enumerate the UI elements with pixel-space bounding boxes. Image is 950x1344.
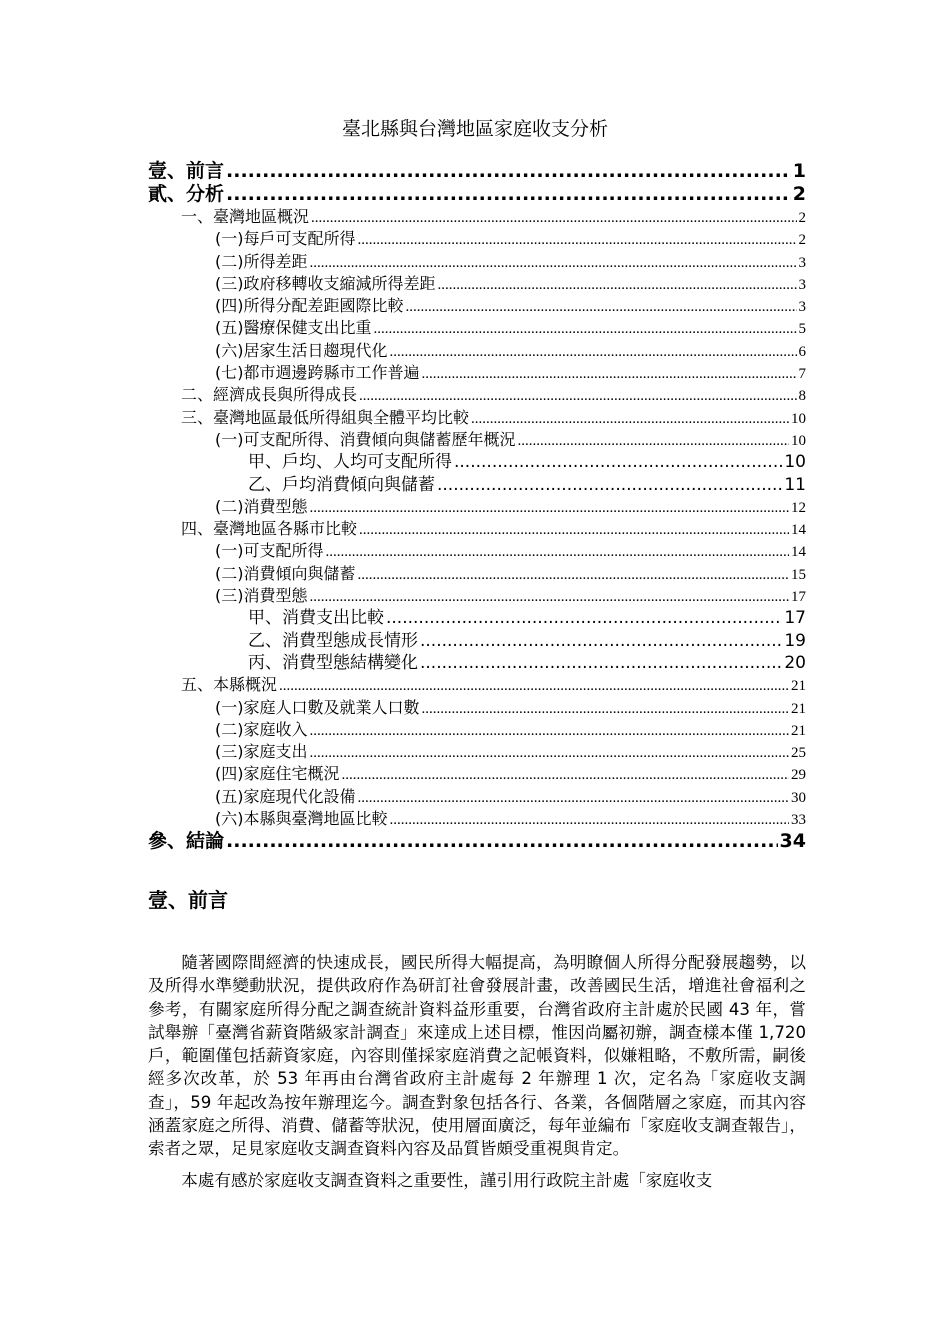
toc-dot-leader <box>358 787 790 809</box>
toc-entry-label: (一)可支配所得 <box>215 541 324 561</box>
toc-entry-label: 四、臺灣地區各縣市比較 <box>181 519 358 539</box>
toc-entry[interactable] <box>148 585 806 607</box>
toc-entry[interactable] <box>148 160 806 183</box>
toc-entry-label: (四)所得分配差距國際比較 <box>215 296 404 316</box>
toc-page-number: 25 <box>791 745 806 762</box>
toc-page-number: 12 <box>791 499 806 516</box>
toc-dot-leader <box>437 474 782 496</box>
toc-entry-label: 一、臺灣地區概況 <box>181 207 310 226</box>
toc-entry[interactable] <box>148 786 806 808</box>
toc-page-number: 34 <box>779 830 806 853</box>
toc-page-number: 29 <box>791 767 806 784</box>
toc-page-number: 5 <box>798 321 806 338</box>
toc-entry[interactable] <box>148 830 806 853</box>
toc-entry[interactable] <box>148 317 806 339</box>
toc-entry[interactable] <box>148 540 806 562</box>
toc-entry-label: (一)家庭人口數及就業人口數 <box>215 697 420 717</box>
toc-entry-label: (二)消費傾向與儲蓄 <box>215 563 356 583</box>
toc-page-number: 6 <box>798 343 806 360</box>
toc-entry-label: (三)消費型態 <box>215 586 308 606</box>
toc-entry[interactable] <box>148 496 806 518</box>
toc-entry-label: 丙、消費型態結構變化 <box>248 652 418 673</box>
toc-dot-leader <box>406 296 797 318</box>
toc-entry-label: (四)家庭住宅概況 <box>215 764 340 784</box>
toc-entry[interactable] <box>148 362 806 384</box>
toc-entry[interactable] <box>148 630 806 652</box>
toc-entry-label: 貳、分析 <box>148 183 225 205</box>
toc-page-number: 7 <box>798 366 806 383</box>
body-paragraph: 隨著國際間經濟的快速成長，國民所得大幅提高，為明瞭個人所得分配發展趨勢，以及所得水準變動狀況，提供政府作為研訂社會發展計畫，改善國民生活，增進社會福利之參考，有關家庭所得分配之調查統計資料益形重要，台灣省政府主計處於民國 43 年，嘗試舉辦「臺灣省薪資階級家計調查」來達成上述目標，惟因尚屬初辦，調查樣本僅 1,720 戶，範圍僅包括薪資家庭，內容則僅採家庭消費之記帳資料，似嫌粗略，不敷所需，嗣後經多次改革，於 53 年再由台灣省政府主計處每 2 年辦理 1 次，定名為「家庭收支調查」，59 年起改為按年辦理迄今。調查對象包括各行、各業，各個階層之家庭，而其內容涵蓋家庭之所得、消費、儲蓄等狀況，使用層面廣泛，每年並編布「家庭收支調查報告」，索者之眾，足見家庭收支調查資料內容及品質皆頗受重視與肯定。 <box>148 953 806 1159</box>
toc-entry-label: 乙、戶均消費傾向與儲蓄 <box>248 474 435 495</box>
toc-entry-label: (六)居家生活日趨現代化 <box>215 340 388 360</box>
toc-page-number: 1 <box>792 160 806 182</box>
toc-dot-leader <box>358 564 790 586</box>
toc-entry-label: 甲、消費支出比較 <box>248 608 384 629</box>
toc-page-number: 33 <box>791 812 806 829</box>
toc-page-number: 3 <box>798 276 806 293</box>
toc-entry[interactable] <box>148 429 806 451</box>
toc-dot-leader <box>390 809 790 831</box>
toc-dot-leader <box>310 742 790 764</box>
toc-dot-leader <box>310 497 790 519</box>
toc-page-number: 2 <box>798 232 806 249</box>
toc-page-number: 21 <box>791 678 806 695</box>
toc-dot-leader <box>226 160 791 183</box>
toc-entry-label: (七)都市週邊跨縣市工作普遍 <box>215 363 420 383</box>
toc-dot-leader <box>226 830 778 853</box>
toc-entry-label: (一)每戶可支配所得 <box>215 229 356 249</box>
toc-entry-label: (三)家庭支出 <box>215 742 308 762</box>
toc-page-number: 15 <box>791 566 806 583</box>
toc-page-number: 14 <box>791 522 806 539</box>
toc-entry-label: (六)本縣與臺灣地區比較 <box>215 809 388 829</box>
toc-entry-label: 參、結論 <box>148 830 225 853</box>
toc-dot-leader <box>438 274 797 296</box>
toc-page-number: 8 <box>798 388 806 405</box>
toc-entry[interactable] <box>148 340 806 362</box>
toc-entry[interactable] <box>148 183 806 206</box>
toc-dot-leader <box>342 764 790 786</box>
table-of-contents <box>148 160 806 853</box>
toc-page-number: 10 <box>784 452 806 473</box>
toc-entry[interactable] <box>148 518 806 540</box>
toc-entry[interactable] <box>148 563 806 585</box>
toc-entry[interactable] <box>148 697 806 719</box>
toc-dot-leader <box>311 207 796 229</box>
toc-dot-leader <box>359 385 796 407</box>
toc-dot-leader <box>422 698 790 720</box>
toc-entry-label: (五)醫療保健支出比重 <box>215 318 372 338</box>
toc-dot-leader <box>310 252 797 274</box>
toc-dot-leader <box>518 430 790 452</box>
toc-dot-leader <box>226 183 791 206</box>
toc-entry-label: 壹、前言 <box>148 160 225 182</box>
toc-entry-label: (二)所得差距 <box>215 251 308 271</box>
toc-entry[interactable] <box>148 607 806 629</box>
body-paragraph: 本處有感於家庭收支調查資料之重要性，謹引用行政院主計處「家庭收支 <box>181 1170 713 1190</box>
toc-entry[interactable] <box>148 652 806 674</box>
section-heading: 壹、前言 <box>148 888 228 912</box>
toc-entry[interactable] <box>148 384 806 406</box>
toc-dot-leader <box>310 586 790 608</box>
toc-entry-label: 五、本縣概況 <box>181 675 278 695</box>
toc-dot-leader <box>326 541 790 563</box>
toc-page-number: 10 <box>791 410 806 427</box>
toc-page-number: 19 <box>784 630 806 651</box>
toc-entry[interactable] <box>148 206 806 228</box>
toc-page-number: 2 <box>792 183 806 205</box>
toc-entry[interactable] <box>148 719 806 741</box>
toc-entry-label: (二)消費型態 <box>215 496 308 516</box>
toc-dot-leader <box>359 519 789 541</box>
toc-page-number: 17 <box>784 608 806 629</box>
toc-entry[interactable] <box>148 674 806 696</box>
toc-dot-leader <box>422 363 797 385</box>
toc-entry[interactable] <box>148 474 806 496</box>
toc-entry-label: (五)家庭現代化設備 <box>215 786 356 806</box>
toc-page-number: 30 <box>791 789 806 806</box>
toc-dot-leader <box>310 720 790 742</box>
document-title: 臺北縣與台灣地區家庭收支分析 <box>341 118 608 140</box>
toc-dot-leader <box>390 341 797 363</box>
toc-dot-leader <box>386 607 782 629</box>
toc-entry[interactable] <box>148 808 806 830</box>
toc-entry[interactable] <box>148 228 806 250</box>
toc-page-number: 2 <box>798 210 806 226</box>
toc-dot-leader <box>420 652 782 674</box>
toc-entry[interactable] <box>148 451 806 473</box>
toc-dot-leader <box>420 630 782 652</box>
toc-entry-label: 三、臺灣地區最低所得組與全體平均比較 <box>181 407 470 427</box>
toc-page-number: 17 <box>791 589 806 606</box>
toc-dot-leader <box>374 318 797 340</box>
toc-entry[interactable] <box>148 741 806 763</box>
toc-page-number: 20 <box>784 652 806 673</box>
toc-entry[interactable] <box>148 407 806 429</box>
toc-page-number: 21 <box>791 700 806 717</box>
toc-entry-label: (二)家庭收入 <box>215 719 308 739</box>
toc-page-number: 21 <box>791 722 806 739</box>
toc-page-number: 11 <box>784 474 806 495</box>
toc-page-number: 3 <box>798 299 806 316</box>
toc-entry[interactable] <box>148 251 806 273</box>
toc-dot-leader <box>279 675 789 697</box>
toc-entry[interactable] <box>148 763 806 785</box>
toc-entry-label: 甲、戶均、人均可支配所得 <box>248 452 452 473</box>
toc-dot-leader <box>358 229 797 251</box>
toc-page-number: 10 <box>791 432 806 449</box>
toc-entry-label: (三)政府移轉收支縮減所得差距 <box>215 273 436 293</box>
body-text <box>148 951 806 1200</box>
toc-entry-label: 乙、消費型態成長情形 <box>248 630 418 651</box>
toc-dot-leader <box>454 451 782 473</box>
toc-page-number: 14 <box>791 544 806 561</box>
toc-page-number: 3 <box>798 254 806 271</box>
toc-entry[interactable] <box>148 295 806 317</box>
toc-entry-label: 二、經濟成長與所得成長 <box>181 385 358 405</box>
toc-entry[interactable] <box>148 273 806 295</box>
toc-entry-label: (一)可支配所得、消費傾向與儲蓄歷年概況 <box>215 429 516 449</box>
toc-dot-leader <box>471 408 789 430</box>
